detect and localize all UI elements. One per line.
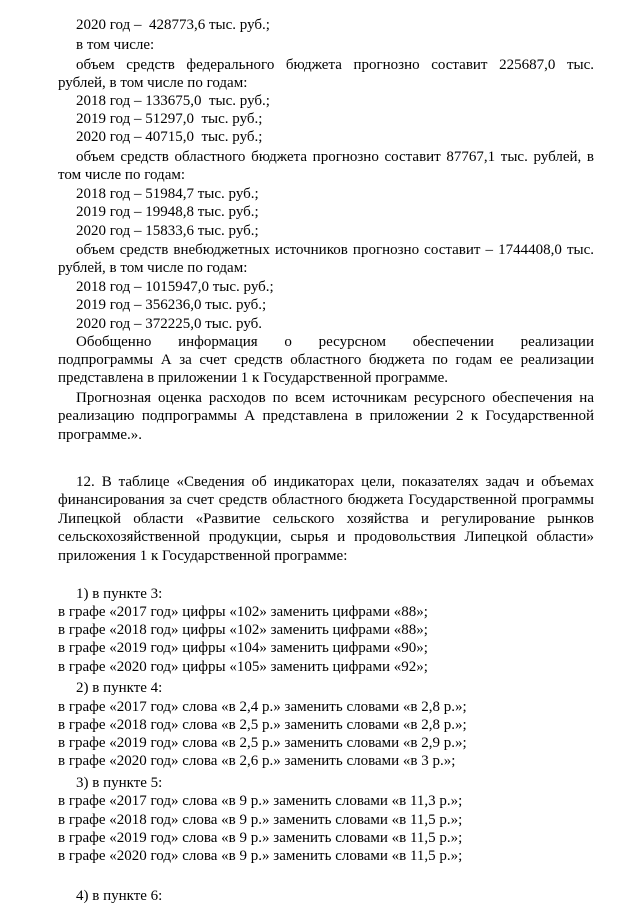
text-line: Обобщенно информация о ресурсном обеспечении реализации — [76, 334, 594, 350]
text-line: объем средств внебюджетных источников прогнозно составит – 1744408,0 тыс. — [76, 242, 594, 258]
text-line: 2020 год – 372225,0 тыс. руб. — [76, 316, 263, 332]
text-line: в графе «2017 год» слова «в 2,4 р.» заменить словами «в 2,8 р.»; — [58, 699, 467, 715]
text-line: 3) в пункте 5: — [76, 775, 163, 791]
text-line: 2019 год – 19948,8 тыс. руб.; — [76, 204, 259, 220]
text-line: 2018 год – 133675,0 тыс. руб.; — [76, 93, 270, 109]
text-line: подпрограммы А за счет средств областного бюджета по годам ее реализации — [58, 352, 594, 368]
text-line: в том числе: — [76, 37, 155, 53]
text-line: 2) в пункте 4: — [76, 680, 163, 696]
text-line: 4) в пункте 6: — [76, 888, 163, 904]
text-line: 2019 год – 51297,0 тыс. руб.; — [76, 111, 263, 127]
text-line: объем средств федерального бюджета прогнозно составит 225687,0 тыс. — [76, 57, 594, 73]
text-line: в графе «2017 год» слова «в 9 р.» заменить словами «в 11,3 р.»; — [58, 793, 463, 809]
text-line: в графе «2017 год» цифры «102» заменить цифрами «88»; — [58, 604, 428, 620]
text-line: приложения 1 к Государственной программе: — [58, 548, 348, 564]
text-line: 2019 год – 356236,0 тыс. руб.; — [76, 297, 267, 313]
text-line: 12. В таблице «Сведения об индикаторах цели, показателях задач и объемах — [76, 474, 594, 490]
text-line: Липецкой области «Развитие сельского хозяйства и регулирование рынков — [58, 511, 594, 527]
text-line: реализацию подпрограммы А представлена в приложении 2 к Государственной — [58, 408, 594, 424]
text-line: рублей, в том числе по годам: — [58, 75, 248, 91]
text-line: 2018 год – 1015947,0 тыс. руб.; — [76, 279, 274, 295]
text-line: представлена в приложении 1 к Государственной программе. — [58, 370, 449, 386]
text-line: объем средств областного бюджета прогнозно составит 87767,1 тыс. рублей, в — [76, 149, 594, 165]
text-line: в графе «2018 год» цифры «102» заменить цифрами «88»; — [58, 622, 428, 638]
text-line: в графе «2018 год» слова «в 9 р.» заменить словами «в 11,5 р.»; — [58, 812, 463, 828]
text-line: в графе «2020 год» цифры «105» заменить цифрами «92»; — [58, 659, 428, 675]
text-line: в графе «2020 год» слова «в 9 р.» заменить словами «в 11,5 р.»; — [58, 848, 463, 864]
text-line: финансирования за счет средств областного бюджета Государственной программы — [58, 492, 594, 508]
text-line: в графе «2018 год» слова «в 2,5 р.» заменить словами «в 2,8 р.»; — [58, 717, 467, 733]
text-line: программе.». — [58, 427, 142, 443]
text-line: в графе «2019 год» слова «в 9 р.» заменить словами «в 11,5 р.»; — [58, 830, 463, 846]
text-line: 1) в пункте 3: — [76, 586, 163, 602]
text-line: 2018 год – 51984,7 тыс. руб.; — [76, 186, 259, 202]
text-line: 2020 год – 428773,6 тыс. руб.; — [76, 17, 270, 33]
text-line: 2020 год – 40715,0 тыс. руб.; — [76, 129, 263, 145]
text-line: в графе «2019 год» слова «в 2,5 р.» заменить словами «в 2,9 р.»; — [58, 735, 467, 751]
text-line: в графе «2019 год» цифры «104» заменить цифрами «90»; — [58, 640, 428, 656]
text-line: 2020 год – 15833,6 тыс. руб.; — [76, 223, 259, 239]
text-line: сельскохозяйственной продукции, сырья и продовольствия Липецкой области» — [58, 529, 594, 545]
text-line: том числе по годам: — [58, 167, 186, 183]
text-line: рублей, в том числе по годам: — [58, 260, 248, 276]
text-line: в графе «2020 год» слова «в 2,6 р.» заменить словами «в 3 р.»; — [58, 753, 456, 769]
text-line: Прогнозная оценка расходов по всем источникам ресурсного обеспечения на — [76, 390, 594, 406]
